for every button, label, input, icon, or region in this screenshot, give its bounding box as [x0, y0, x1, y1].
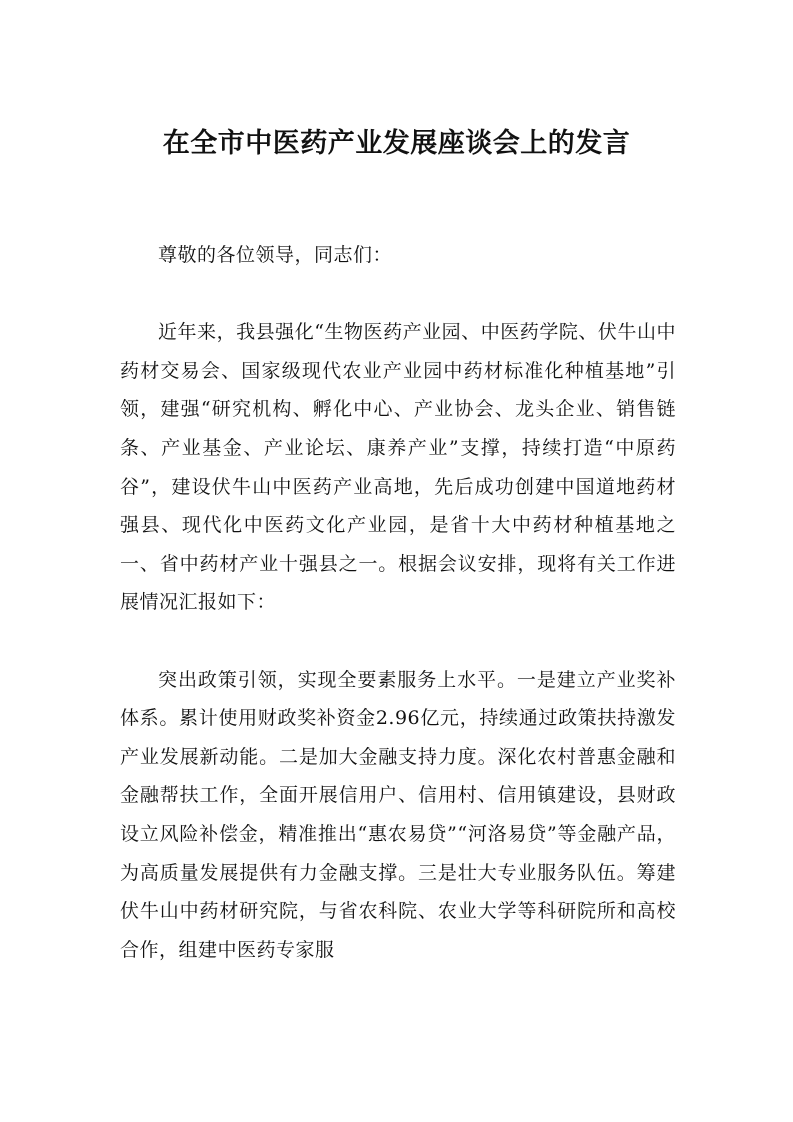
paragraph-spacer: [120, 275, 676, 314]
document-body: [120, 236, 676, 969]
paragraph-intro: 近年来，我县强化“生物医药产业园、中医药学院、伏牛山中药材交易会、国家级现代农业产业园中药材标准化种植基地”引领，建强“研究机构、孵化中心、产业协会、龙头企业、销售链条、产业基金、产业论坛、康养产业”支撑，持续打造“中原药谷”，建设伏牛山中医药产业高地，先后成功创建中国道地药材强县、现代化中医药文化产业园，是省十大中药材种植基地之一、省中药材产业十强县之一。根据会议安排，现将有关工作进展情况汇报如下：: [120, 321, 676, 614]
paragraph-spacer: [120, 622, 676, 661]
salutation: 尊敬的各位领导，同志们：: [158, 244, 393, 266]
paragraph-policy: 突出政策引领，实现全要素服务上水平。一是建立产业奖补体系。累计使用财政奖补资金2.96亿元，持续通过政策扶持激发产业发展新动能。二是加大金融支持力度。深化农村普惠金融和金融帮扶工作，全面开展信用户、信用村、信用镇建设，县财政设立风险补偿金，精准推出“惠农易贷”“河洛易贷”等金融产品，为高质量发展提供有力金融支撑。三是壮大专业服务队伍。筹建伏牛山中药材研究院，与省农科院、农业大学等科研院所和高校合作，组建中医药专家服: [120, 668, 676, 961]
document-title: 在全市中医药产业发展座谈会上的发言: [162, 128, 631, 159]
